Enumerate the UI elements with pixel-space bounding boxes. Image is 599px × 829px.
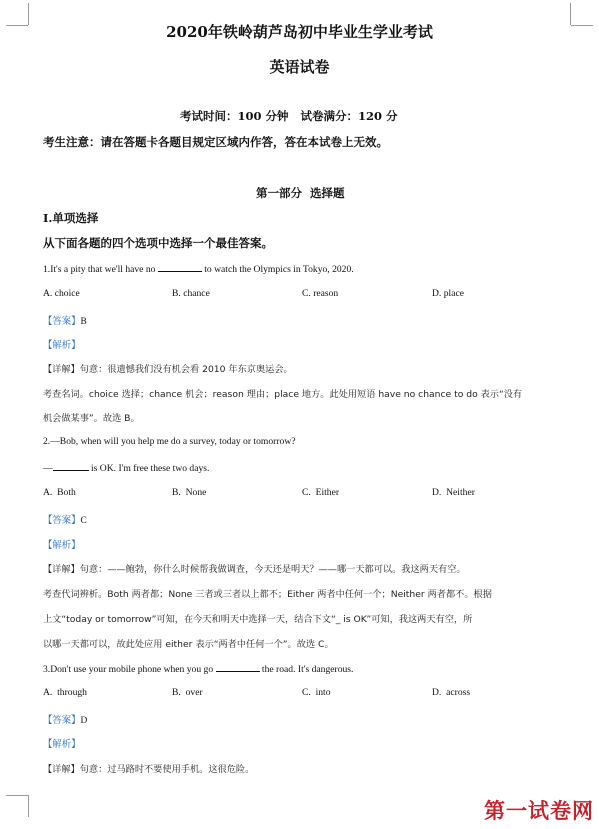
question-2-dash: —: [43, 463, 53, 474]
section-title: I.单项选择: [43, 211, 99, 225]
answer-blank: [53, 461, 89, 471]
document-subtitle: 英语试卷: [269, 58, 330, 76]
question-1-option-b: B. chance: [172, 288, 210, 299]
detail-label: 【详解】: [43, 564, 80, 575]
detail-label: 【详解】: [43, 364, 80, 375]
answer-value: C: [80, 516, 87, 526]
answer-label: 【答案】: [43, 316, 81, 327]
question-1-analysis-label: 【解析】: [43, 340, 81, 351]
question-2-explanation-line-3: 以哪一天都可以，故此处应用 either 表示“两者中任何一个”。故选 C。: [43, 639, 334, 650]
question-2-option-c: C. Either: [302, 487, 340, 498]
question-1-detail: [43, 361, 293, 375]
question-3-stem-after: the road. It's dangerous.: [259, 664, 354, 675]
part-title: 第一部分 选择题: [256, 186, 345, 200]
question-3-option-d: D. across: [432, 687, 471, 698]
question-1-option-a: A. choice: [43, 288, 80, 299]
question-3-option-b: B. over: [172, 687, 203, 698]
question-3-stem: [43, 662, 353, 675]
answer-value: B: [80, 317, 87, 327]
question-3-detail: [43, 761, 254, 775]
question-1-explanation-line-2: 机会做某事”。故选 B。: [43, 413, 140, 424]
question-1-option-c: C. reason: [302, 288, 339, 299]
question-3-stem-before: 3.Don't use your mobile phone when you go: [43, 664, 216, 675]
crop-mark-bottom-left-h: [6, 795, 28, 796]
answer-label: 【答案】: [43, 515, 81, 526]
question-2-option-d: D. Neither: [432, 487, 475, 498]
question-2-stem-after: is OK. I'm free these two days.: [88, 463, 210, 474]
detail-text: 句意：很遗憾我们没有机会看 2010 年东京奥运会。: [79, 364, 293, 375]
question-1-explanation-line-1: 考查名词。choice 选择；chance 机会；reason 理由；place 地方。此处用短语 have no chance to do 表示“没有: [43, 389, 523, 400]
question-2-explanation-line-1: 考查代词辨析。Both 两者都；None 三者或三者以上都不；Either 两者中任何一个；Neither 两者都不。根据: [43, 589, 492, 600]
section-instruction: 从下面各题的四个选项中选择一个最佳答案。: [43, 236, 273, 250]
exam-notice: 考生注意：请在答题卡各题目规定区域内作答，答在本试卷上无效。: [43, 135, 388, 149]
question-1-option-d: D. place: [432, 288, 464, 299]
question-2-stem: 2.—Bob, when will you help me do a survey, today or tomorrow?: [43, 436, 296, 447]
question-1-answer: [43, 313, 87, 327]
answer-value: D: [80, 716, 88, 726]
question-2-answer: [43, 512, 87, 526]
exam-info: 考试时间：100 分钟 试卷满分：120 分: [180, 109, 398, 123]
document-title: 2020年铁岭葫芦岛初中毕业生学业考试: [166, 23, 433, 41]
question-1-stem: [43, 262, 354, 275]
question-2-detail: [43, 561, 466, 575]
question-2-stem-line-2: [43, 461, 209, 474]
detail-text: 句意：过马路时不要使用手机。这很危险。: [79, 764, 255, 775]
detail-label: 【详解】: [43, 764, 80, 775]
answer-label: 【答案】: [43, 715, 81, 726]
answer-blank: [216, 662, 260, 672]
question-3-option-c: C. into: [302, 687, 331, 698]
question-2-option-a: A. Both: [43, 487, 76, 498]
question-1-stem-before: 1.It's a pity that we'll have no: [43, 264, 158, 275]
answer-blank: [158, 262, 202, 272]
question-3-analysis-label: 【解析】: [43, 739, 81, 750]
question-1-stem-after: to watch the Olympics in Tokyo, 2020.: [201, 264, 354, 275]
question-3-option-a: A. through: [43, 687, 87, 698]
question-2-explanation-line-2: 上文“today or tomorrow”可知，在今天和明天中选择一天，结合下文“_ is OK”可知，我这两天有空，所: [43, 614, 473, 625]
question-2-analysis-label: 【解析】: [43, 540, 81, 551]
question-3-answer: [43, 712, 87, 726]
crop-mark-bottom-left-v: [28, 795, 29, 817]
question-2-option-b: B. None: [172, 487, 207, 498]
detail-text: 句意：——鲍勃，你什么时候帮我做调查，今天还是明天？——哪一天都可以。我这两天有空。: [79, 564, 466, 575]
site-watermark: 第一试卷网: [484, 799, 594, 823]
